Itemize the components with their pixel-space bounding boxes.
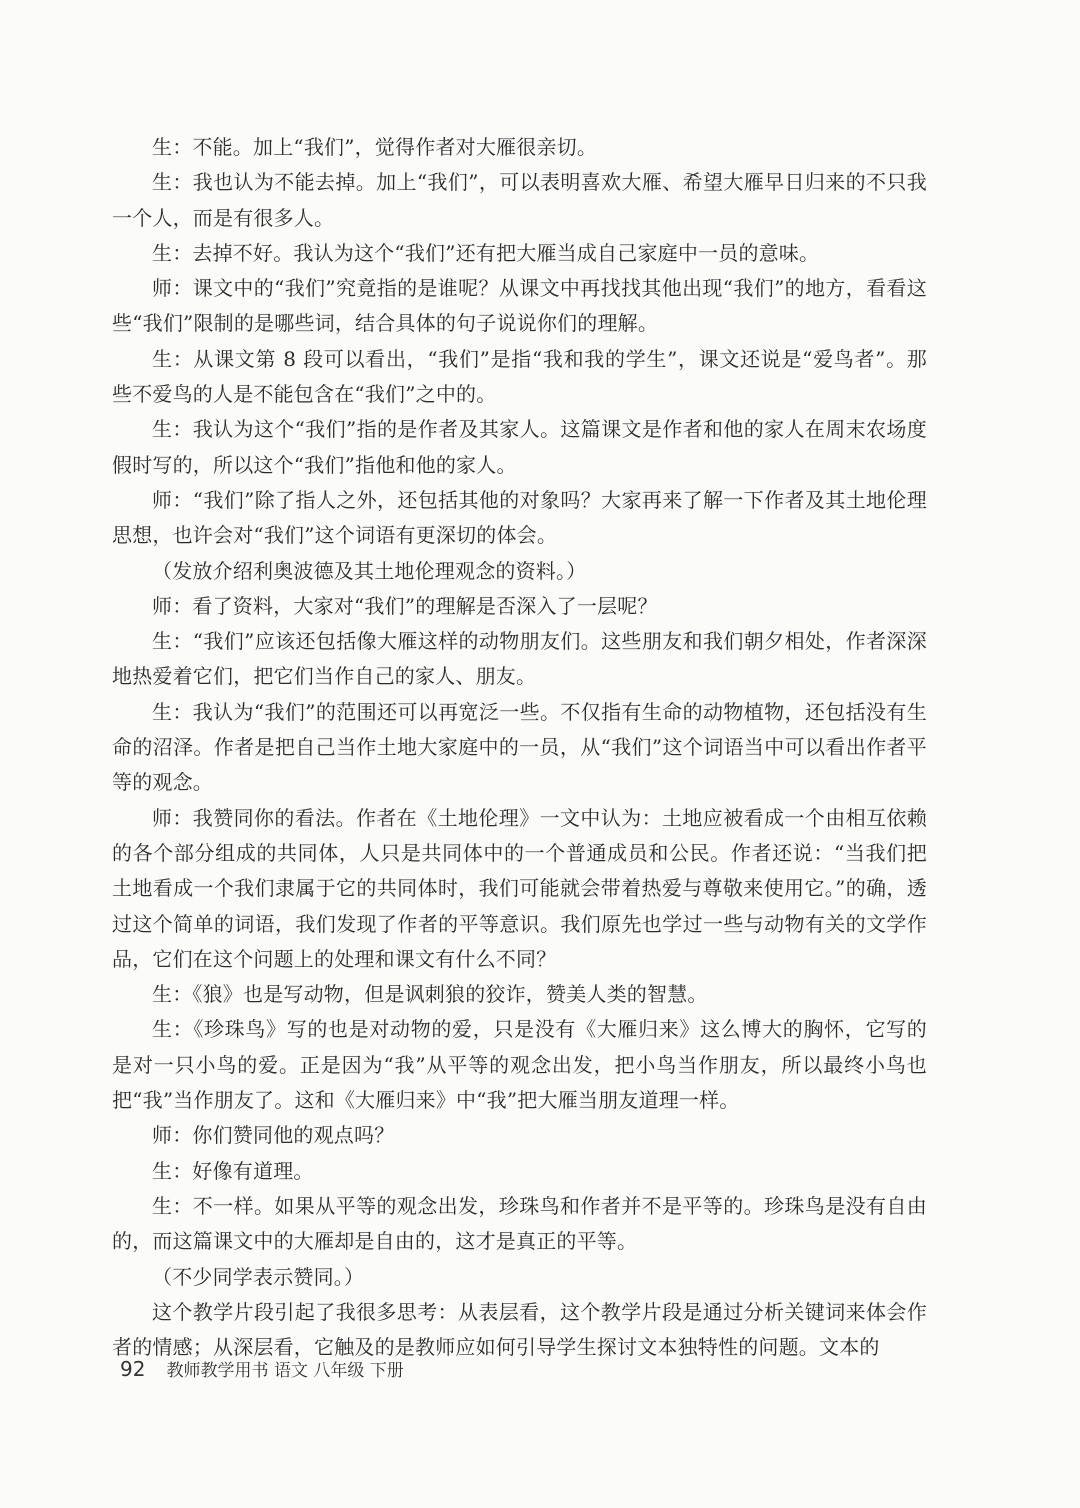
body-text [112, 130, 927, 1365]
paragraph-15: 师：你们赞同他的观点吗？ [152, 1123, 395, 1148]
paragraph-5: 生：从课文第 8 段可以看出，“我们”是指“我和我的学生”，课文还说是“爱鸟者”。那些不爱鸟的人是不能包含在“我们”之中的。 [112, 346, 927, 407]
paragraph-7: 师：“我们”除了指人之外，还包括其他的对象吗？大家再来了解一下作者及其土地伦理思想，也许会对“我们”这个词语有更深切的体会。 [112, 487, 927, 548]
paragraph-17: 生：不一样。如果从平等的观念出发，珍珠鸟和作者并不是平等的。珍珠鸟是没有自由的，而这篇课文中的大雁却是自由的，这才是真正的平等。 [112, 1193, 927, 1254]
paragraph-16: 生：好像有道理。 [152, 1158, 314, 1183]
paragraph-1: 生：不能。加上“我们”，觉得作者对大雁很亲切。 [152, 135, 598, 159]
paragraph-8: （发放介绍利奥波德及其土地伦理观念的资料。） [152, 558, 587, 583]
paragraph-13: 生：《狼》也是写动物，但是讽刺狼的狡诈，赞美人类的智慧。 [152, 982, 708, 1007]
paragraph-12: 师：我赞同你的看法。作者在《土地伦理》一文中认为：土地应被看成一个由相互依赖的各个部分组成的共同体，人只是共同体中的一个普通成员和公民。作者还说：“当我们把土地看成一个我们隶属于它的共同体时，我们可能就会带着热爱与尊敬来使用它。”的确，透过这个简单的词语，我们发现了作者的平等意识。我们原先也学过一些与动物有关的文学作品，它们在这个问题上的处理和课文有什么不同？ [112, 805, 927, 971]
paragraph-14: 生：《珍珠鸟》写的也是对动物的爱，只是没有《大雁归来》这么博大的胸怀，它写的是对一只小鸟的爱。正是因为“我”从平等的观念出发，把小鸟当作朋友，所以最终小鸟也把“我”当作朋友了。这和《大雁归来》中“我”把大雁当朋友道理一样。 [112, 1017, 927, 1113]
paragraph-10: 生：“我们”应该还包括像大雁这样的动物朋友们。这些朋友和我们朝夕相处，作者深深地热爱着它们，把它们当作自己的家人、朋友。 [112, 629, 927, 689]
paragraph-2: 生：我也认为不能去掉。加上“我们”，可以表明喜欢大雁、希望大雁早日归来的不只我一个人，而是有很多人。 [112, 170, 927, 230]
paragraph-3: 生：去掉不好。我认为这个“我们”还有把大雁当成自己家庭中一员的意味。 [152, 240, 820, 265]
paragraph-4: 师：课文中的“我们”究竟指的是谁呢？从课文中再找找其他出现“我们”的地方，看看这些“我们”限制的是哪些词，结合具体的句子说说你们的理解。 [112, 276, 927, 336]
paragraph-6: 生：我认为这个“我们”指的是作者及其家人。这篇课文是作者和他的家人在周末农场度假时写的，所以这个“我们”指他和他的家人。 [112, 417, 927, 477]
book-title: 教师教学用书 语文 八年级 下册 [166, 1361, 404, 1381]
page-number: 92 [120, 1357, 146, 1381]
paragraph-18: （不少同学表示赞同。） [152, 1264, 365, 1289]
paragraph-11: 生：我认为“我们”的范围还可以再宽泛一些。不仅指有生命的动物植物，还包括没有生命的沼泽。作者是把自己当作土地大家庭中的一员，从“我们”这个词语当中可以看出作者平等的观念。 [112, 699, 927, 795]
paragraph-19: 这个教学片段引起了我很多思考：从表层看，这个教学片段是通过分析关键词来体会作者的情感；从深层看，它触及的是教师应如何引导学生探讨文本独特性的问题。文本的 [112, 1299, 927, 1360]
paragraph-9: 师：看了资料，大家对“我们”的理解是否深入了一层呢？ [152, 593, 658, 618]
page-footer [120, 1356, 404, 1381]
